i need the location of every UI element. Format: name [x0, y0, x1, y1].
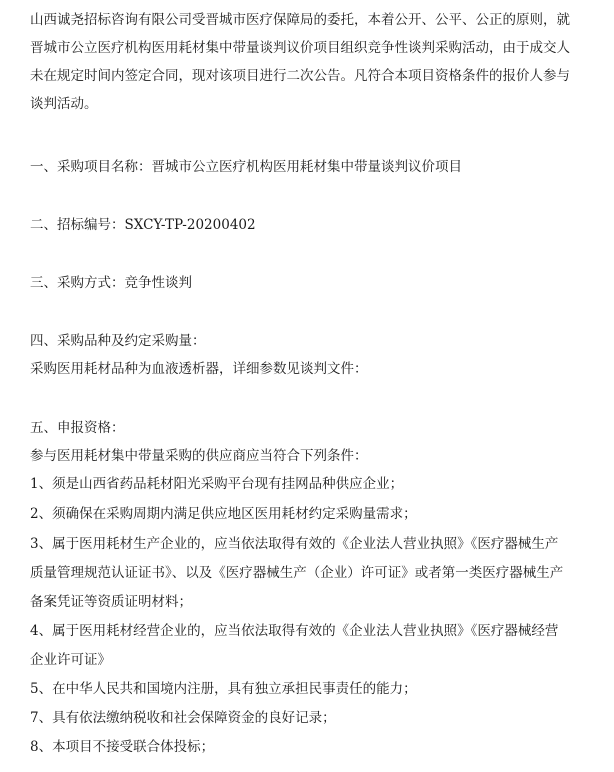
section-variety-body: 采购医用耗材品种为血液透析器，详细参数见谈判文件：: [30, 361, 368, 377]
section-variety-title: 四、采购品种及约定采购量：: [30, 333, 206, 349]
intro-line-2: 晋城市公立医疗机构医用耗材集中带量谈判议价项目组织竞争性谈判采购活动，由于成交人: [30, 40, 570, 56]
qualification-item-4-line-2: 企业许可证》: [30, 652, 111, 668]
qualification-item-1: 1、须是山西省药品耗材阳光采购平台现有挂网品种供应企业；: [30, 476, 404, 492]
qualification-item-4-line-1: 4、属于医用耗材经营企业的，应当依法取得有效的《企业法人营业执照》《医疗器械经营: [30, 623, 559, 639]
section-bid-number: 二、招标编号：SXCY-TP-20200402: [30, 217, 256, 233]
qualification-item-5: 5、在中华人民共和国境内注册，具有独立承担民事责任的能力；: [30, 681, 417, 697]
intro-line-4: 谈判活动。: [30, 96, 98, 112]
section-project-name: 一、采购项目名称：晋城市公立医疗机构医用耗材集中带量谈判议价项目: [30, 159, 462, 175]
section-qualification-intro: 参与医用耗材集中带量采购的供应商应当符合下列条件：: [30, 448, 368, 464]
qualification-item-3-line-1: 3、属于医用耗材生产企业的，应当依法取得有效的《企业法人营业执照》《医疗器械生产: [30, 536, 559, 552]
qualification-item-3-line-3: 备案凭证等资质证明材料；: [30, 594, 192, 610]
intro-line-1: 山西诚尧招标咨询有限公司受晋城市医疗保障局的委托，本着公开、公平、公正的原则，就: [30, 12, 570, 28]
qualification-item-3-line-2: 质量管理规范认证证书》、以及《医疗器械生产（企业）许可证》或者第一类医疗器械生产: [30, 565, 564, 581]
section-qualification-title: 五、申报资格：: [30, 420, 125, 436]
qualification-item-8: 8、本项目不接受联合体投标；: [30, 739, 215, 755]
intro-line-3: 未在规定时间内签定合同，现对该项目进行二次公告。凡符合本项目资格条件的报价人参与: [30, 68, 570, 84]
qualification-item-2: 2、须确保在采购周期内满足供应地区医用耗材约定采购量需求；: [30, 506, 417, 522]
section-procurement-method: 三、采购方式：竞争性谈判: [30, 275, 192, 291]
qualification-item-7: 7、具有依法缴纳税收和社会保障资金的良好记录；: [30, 710, 336, 726]
